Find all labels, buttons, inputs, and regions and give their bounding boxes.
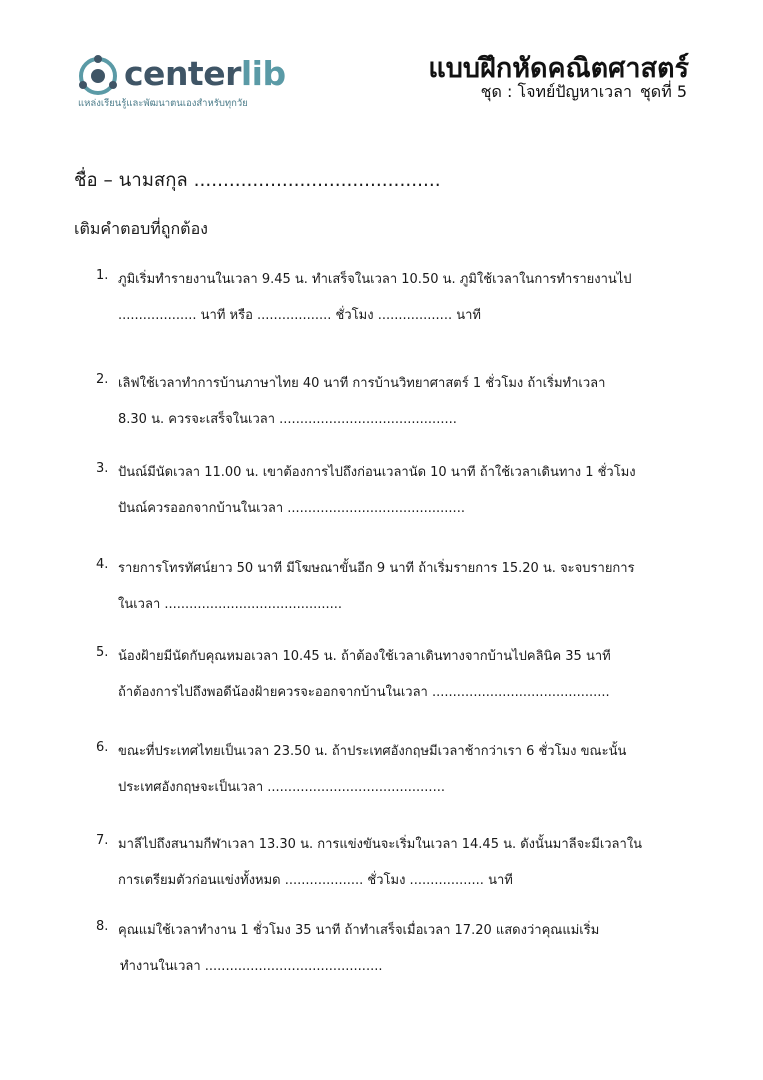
subtitle-number: ชุดที่ 5	[639, 82, 687, 101]
answer-line: ประเทศอังกฤษจะเป็นเวลา ...........................................	[118, 780, 445, 795]
question-number: 6.	[96, 740, 109, 755]
answer-line: 8.30 น. ควรจะเสร็จในเวลา ...........................................	[118, 412, 457, 427]
question-number: 8.	[96, 919, 109, 934]
logo-tagline: แหล่งเรียนรู้และพัฒนาตนเองสำหรับทุกวัย	[78, 98, 248, 109]
logo-text-accent: lib	[240, 54, 286, 93]
question-text: ปันณ์มีนัดเวลา 11.00 น. เขาต้องการไปถึงก่อนเวลานัด 10 นาที ถ้าใช้เวลาเดินทาง 1 ชั่วโมง	[118, 465, 636, 480]
question-text: มาลีไปถึงสนามกีฬาเวลา 13.30 น. การแข่งขันจะเริ่มในเวลา 14.45 น. ดังนั้นมาลีจะมีเวลาใน	[118, 837, 643, 852]
answer-line: ในเวลา ...........................................	[118, 597, 343, 612]
student-name-line: ชื่อ – นามสกุล ..........................................	[74, 170, 441, 191]
question-number: 2.	[96, 372, 109, 387]
answer-line: ทำงานในเวลา ...........................................	[120, 959, 383, 974]
question-text: เลิฟใช้เวลาทำการบ้านภาษาไทย 40 นาที การบ้านวิทยาศาสตร์ 1 ชั่วโมง ถ้าเริ่มทำเวลา	[118, 376, 606, 391]
worksheet-subtitle	[473, 80, 687, 105]
answer-line: ................... นาที หรือ .................. ชั่วโมง .................. นาที	[118, 308, 481, 323]
centerlib-logo	[76, 50, 336, 120]
question-number: 3.	[96, 461, 109, 476]
network-logo-icon	[76, 54, 120, 98]
question-text: คุณแม่ใช้เวลาทำงาน 1 ชั่วโมง 35 นาที ถ้าทำเสร็จเมื่อเวลา 17.20 แสดงว่าคุณแม่เริ่ม	[118, 923, 600, 938]
question-text: น้องฝ้ายมีนัดกับคุณหมอเวลา 10.45 น. ถ้าต้องใช้เวลาเดินทางจากบ้านไปคลินิค 35 นาที	[118, 649, 611, 664]
instruction-text: เติมคำตอบที่ถูกต้อง	[74, 219, 208, 238]
answer-line: ปันณ์ควรออกจากบ้านในเวลา ...........................................	[118, 501, 465, 516]
question-number: 4.	[96, 557, 109, 572]
logo-text-main: center	[124, 54, 241, 93]
answer-line: ถ้าต้องการไปถึงพอดีน้องฝ้ายควรจะออกจากบ้านในเวลา ...........................................	[118, 685, 610, 700]
logo-wordmark	[124, 52, 286, 96]
question-number: 7.	[96, 833, 109, 848]
question-text: ขณะที่ประเทศไทยเป็นเวลา 23.50 น. ถ้าประเทศอังกฤษมีเวลาช้ากว่าเรา 6 ชั่วโมง ขณะนั้น	[118, 744, 627, 759]
question-text: รายการโทรทัศน์ยาว 50 นาที มีโฆษณาขั้นอีก 9 นาที ถ้าเริ่มรายการ 15.20 น. จะจบรายการ	[118, 561, 635, 576]
answer-line: การเตรียมตัวก่อนแข่งทั้งหมด ................... ชั่วโมง .................. นาที	[118, 873, 513, 888]
question-number: 1.	[96, 268, 109, 283]
worksheet-title: แบบฝึกหัดคณิตศาสตร์	[428, 53, 689, 84]
subtitle-set: ชุด : โจทย์ปัญหาเวลา	[480, 82, 632, 101]
question-number: 5.	[96, 645, 109, 660]
question-text: ภูมิเริ่มทำรายงานในเวลา 9.45 น. ทำเสร็จในเวลา 10.50 น. ภูมิใช้เวลาในการทำรายงานไป	[118, 272, 632, 287]
